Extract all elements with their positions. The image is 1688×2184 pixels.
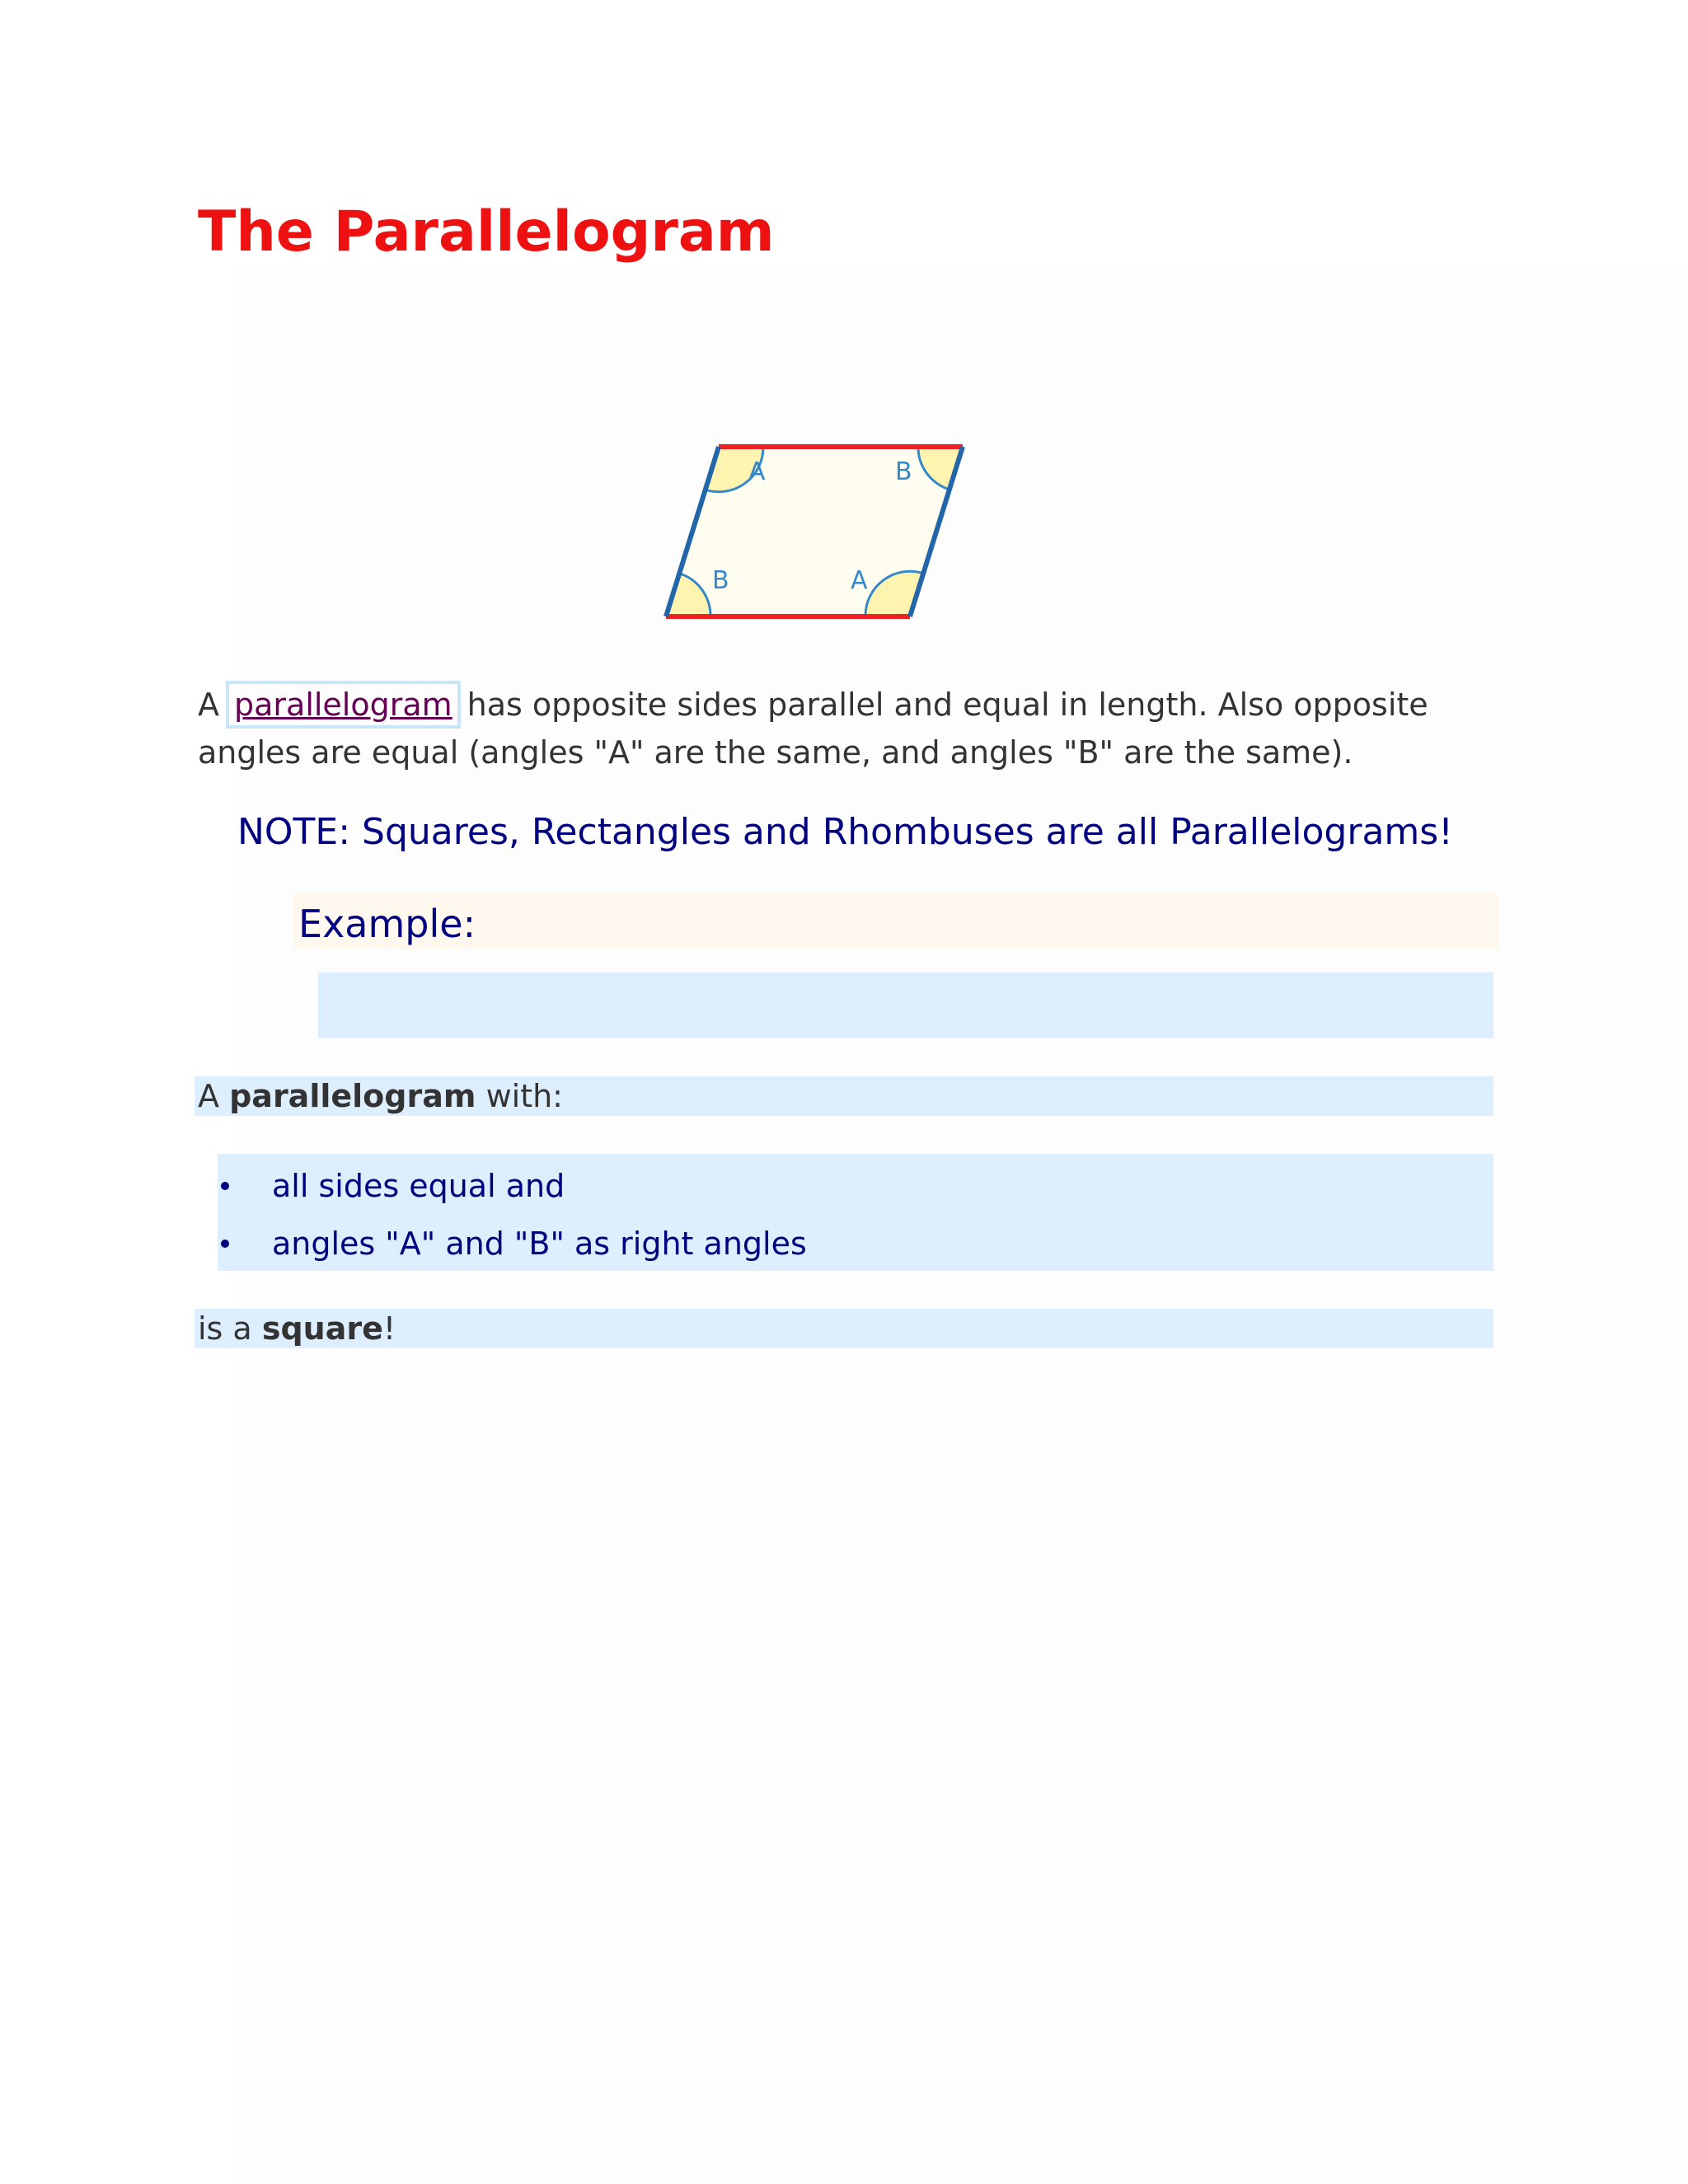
example-label: Example: xyxy=(298,902,476,946)
line3-prefix: is a xyxy=(198,1310,252,1347)
line3-suffix: ! xyxy=(382,1310,396,1347)
line3-bold-term: square xyxy=(261,1310,383,1347)
line1-suffix: with: xyxy=(485,1078,563,1114)
bullet-icon xyxy=(221,1240,229,1248)
page-title: The Parallelogram xyxy=(198,199,775,265)
condition-list xyxy=(218,1157,807,1272)
example-line-1 xyxy=(198,1076,563,1116)
line1-prefix: A xyxy=(198,1078,219,1114)
label-top-right: B xyxy=(895,457,912,486)
intro-prefix: A xyxy=(198,687,219,723)
list-item-text: angles "A" and "B" as right angles xyxy=(272,1226,807,1262)
label-bottom-right: A xyxy=(851,566,868,595)
label-bottom-left: B xyxy=(712,566,729,595)
bullet-icon xyxy=(221,1182,229,1190)
parallelogram-link[interactable]: parallelogram xyxy=(226,681,461,729)
parallelogram-figure xyxy=(659,437,973,626)
label-top-left: A xyxy=(748,457,766,486)
list-item xyxy=(218,1215,807,1272)
example-figure-box xyxy=(318,972,1493,1038)
list-item xyxy=(218,1157,807,1215)
intro-paragraph xyxy=(198,681,1517,776)
note-text: NOTE: Squares, Rectangles and Rhombuses are all Parallelograms! xyxy=(237,811,1453,853)
example-conclusion xyxy=(198,1309,396,1348)
line1-bold-term: parallelogram xyxy=(229,1078,476,1114)
list-item-text: all sides equal and xyxy=(272,1168,565,1204)
intro-suffix: has opposite sides parallel and equal in length. Also opposite angles are equal (angles "A" are the same, and angles "B" are the same). xyxy=(198,687,1428,771)
